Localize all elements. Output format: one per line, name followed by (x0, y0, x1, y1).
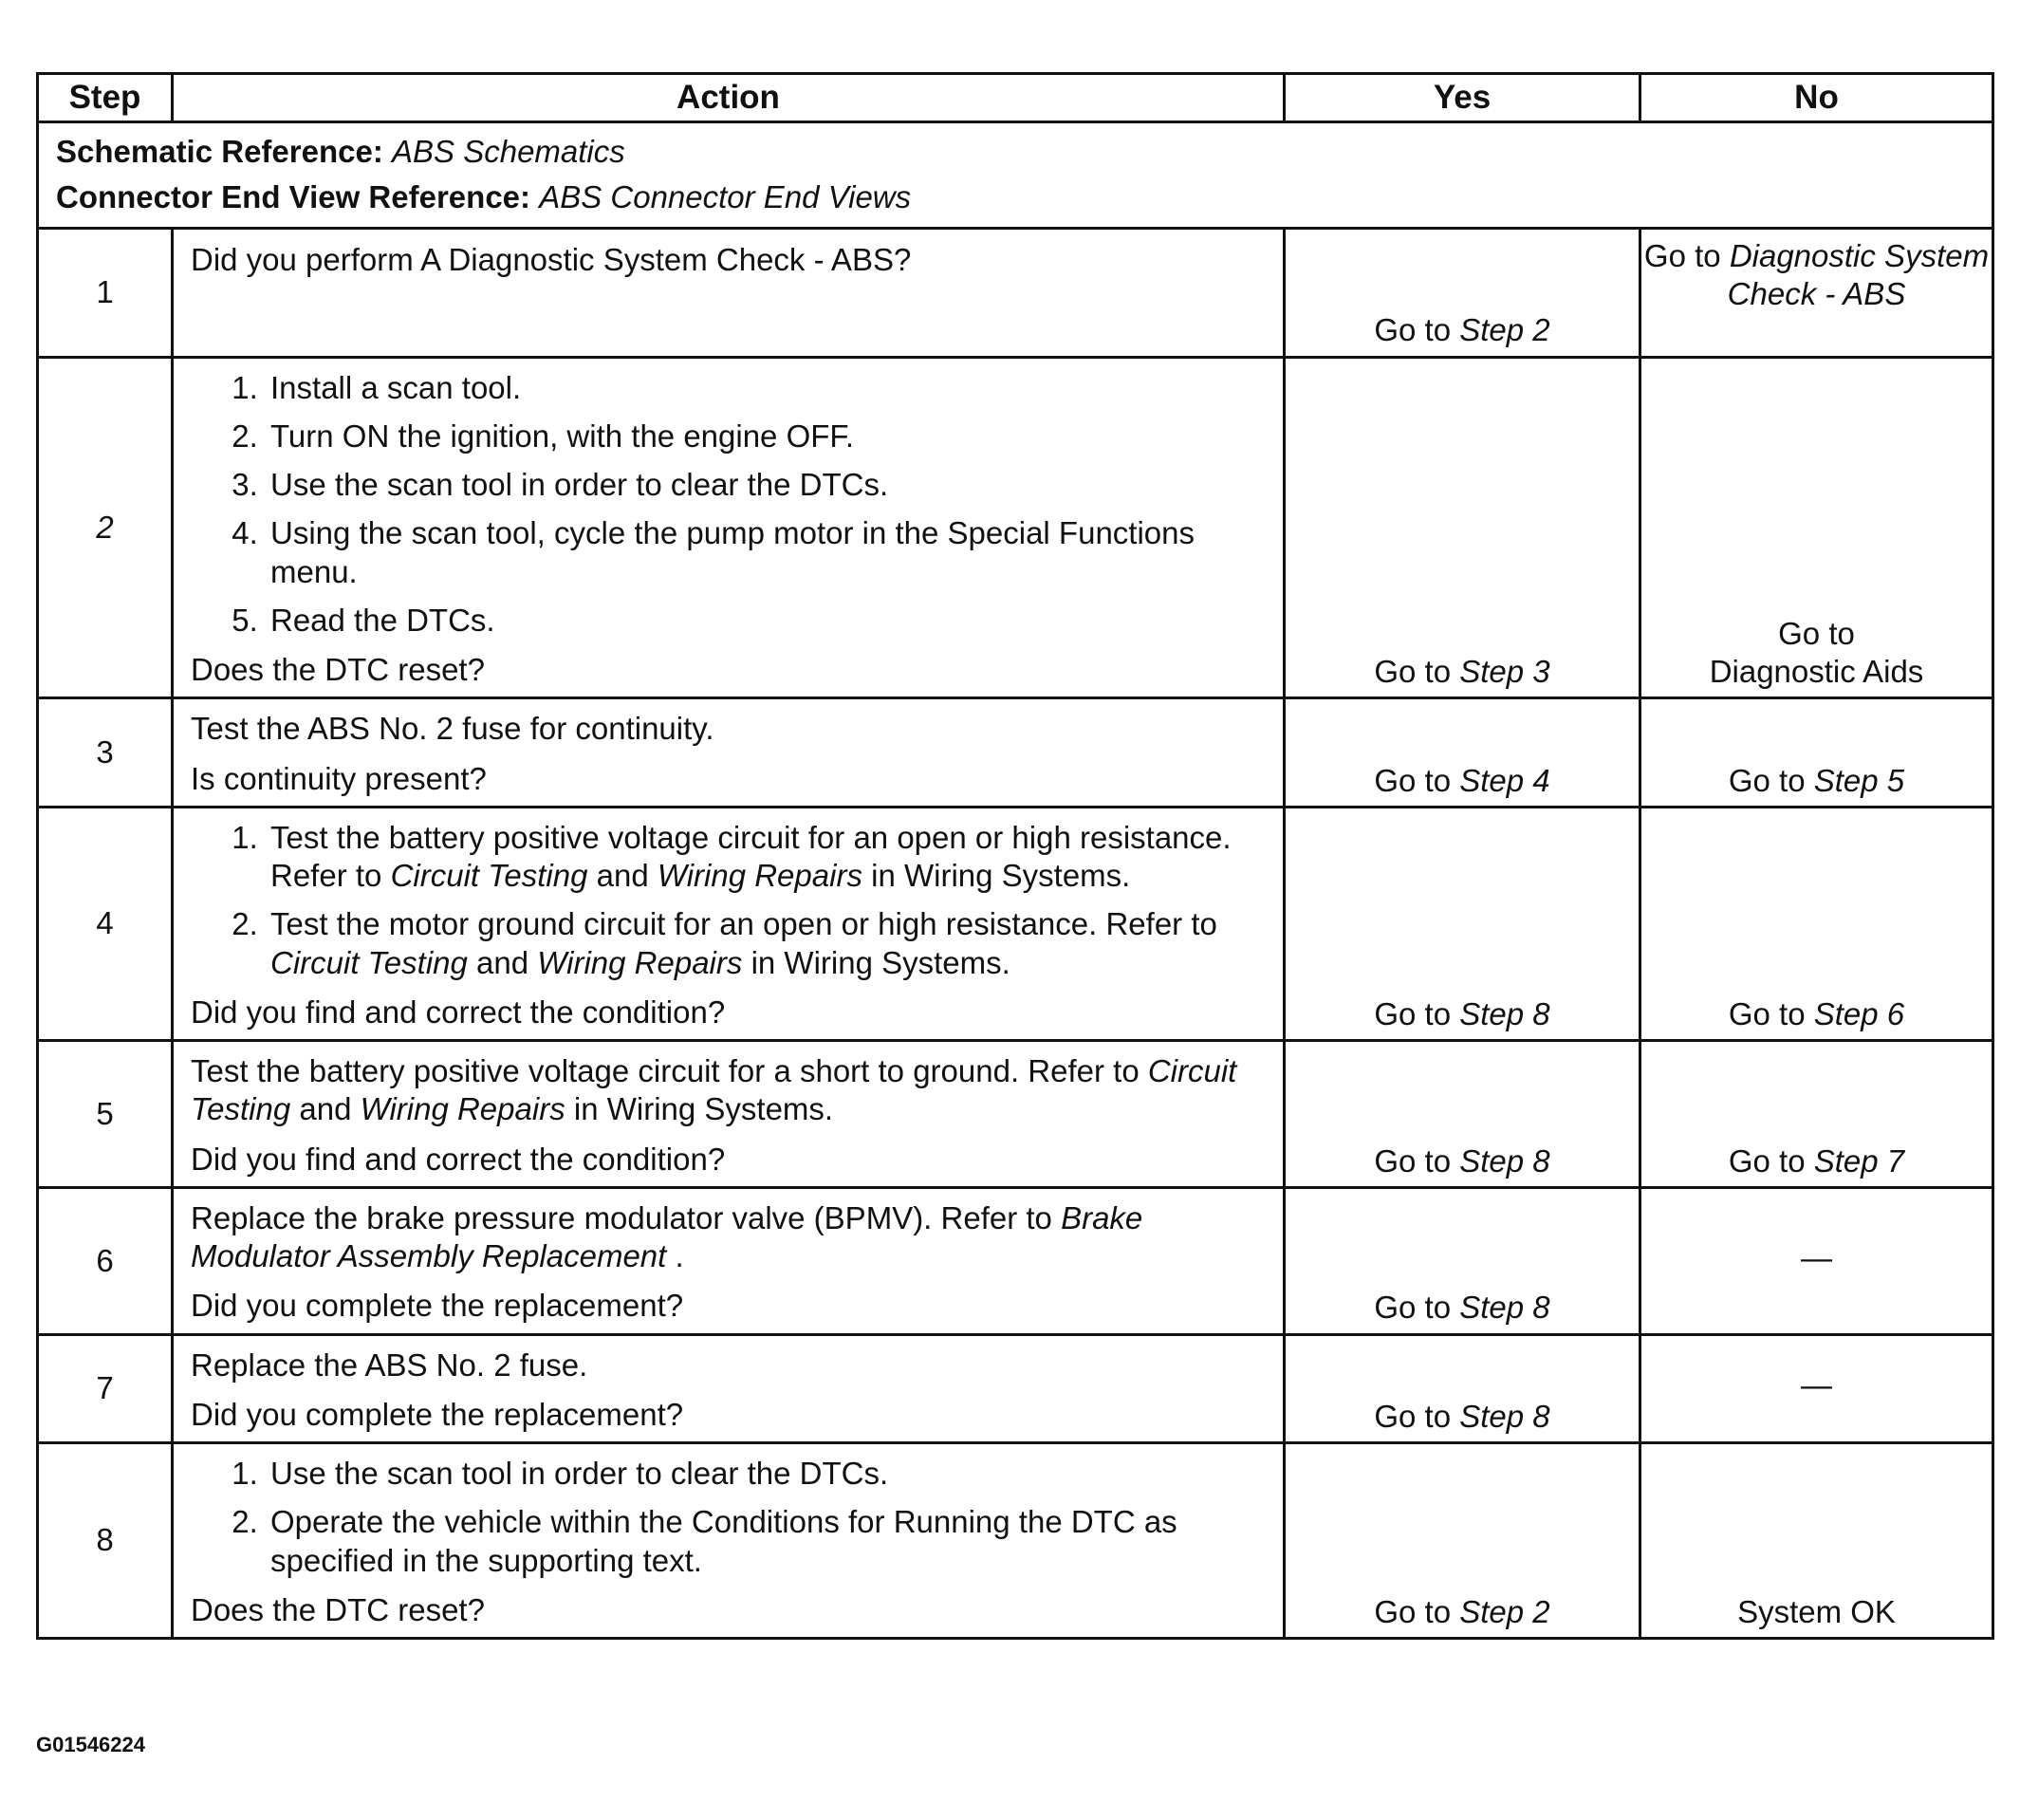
header-no: No (1640, 74, 1993, 122)
table-row-step-8 (38, 1443, 1993, 1639)
instruction-list (191, 366, 1266, 648)
no-cell: Go to Diagnostic Aids (1640, 357, 1993, 698)
connector-reference (56, 175, 1974, 220)
action-cell (173, 698, 1285, 808)
instruction-list (191, 816, 1266, 990)
question-text: Does the DTC reset? (191, 1591, 485, 1627)
yes-step-link[interactable]: Step 3 (1459, 654, 1550, 689)
no-cell: — (1640, 1187, 1993, 1334)
circuit-testing-link[interactable]: Circuit Testing (270, 944, 468, 980)
schematic-reference (56, 129, 1974, 175)
list-item: 1. Install a scan tool. (267, 366, 1266, 415)
circuit-testing-link[interactable]: Circuit Testing (191, 1053, 1237, 1127)
yes-cell: Go to Step 4 (1285, 698, 1640, 808)
action-cell (173, 1187, 1285, 1334)
no-step-link[interactable]: Step 6 (1813, 995, 1905, 1031)
yes-cell: Go to Step 3 (1285, 357, 1640, 698)
list-item: 3. Use the scan tool in order to clear the DTCs. (267, 463, 1266, 511)
reference-row (38, 122, 1993, 229)
header-yes: Yes (1285, 74, 1640, 122)
connector-reference-label: Connector End View Reference: (56, 179, 531, 215)
step-number: 1 (38, 228, 173, 357)
question-text: Does the DTC reset? (191, 652, 485, 687)
header-step: Step (38, 74, 173, 122)
no-cell: Go to Step 7 (1640, 1041, 1993, 1188)
yes-step-link[interactable]: Step 4 (1459, 762, 1550, 798)
wiring-repairs-link[interactable]: Wiring Repairs (360, 1091, 565, 1127)
step-number: 8 (38, 1443, 173, 1639)
question-text: Did you find and correct the condition? (191, 994, 726, 1030)
table-row-step-5 (38, 1041, 1993, 1188)
no-cell: Go to Step 5 (1640, 698, 1993, 808)
yes-cell: Go to Step 2 (1285, 228, 1640, 357)
yes-step-link[interactable]: Step 8 (1459, 1398, 1550, 1434)
no-cell: Go to Step 6 (1640, 807, 1993, 1040)
question-text: Did you complete the replacement? (191, 1396, 684, 1432)
list-item: 2. Operate the vehicle within the Conditions for Running the DTC as specified in the supporting text. (267, 1500, 1266, 1588)
table-row-step-3 (38, 698, 1993, 808)
yes-cell: Go to Step 2 (1285, 1443, 1640, 1639)
yes-step-link[interactable]: Step 8 (1459, 995, 1550, 1031)
header-row (38, 74, 1993, 122)
question-text: Did you find and correct the condition? (191, 1141, 726, 1177)
step-number: 6 (38, 1187, 173, 1334)
yes-step-link[interactable]: Step 2 (1459, 312, 1550, 348)
circuit-testing-link[interactable]: Circuit Testing (390, 858, 588, 893)
connector-reference-link[interactable]: ABS Connector End Views (539, 179, 912, 215)
no-step-link[interactable]: Diagnostic System Check - ABS (1727, 237, 1990, 311)
schematic-reference-link[interactable]: ABS Schematics (392, 134, 625, 169)
action-cell (173, 1041, 1285, 1188)
yes-step-link[interactable]: Step 8 (1459, 1142, 1550, 1179)
step-number: 7 (38, 1334, 173, 1443)
action-cell (173, 228, 1285, 357)
step-number: 4 (38, 807, 173, 1040)
table-row-step-6 (38, 1187, 1993, 1334)
instruction-list (191, 1452, 1266, 1588)
no-result-text: System OK (1737, 1593, 1896, 1629)
no-step-link[interactable]: Diagnostic Aids (1709, 654, 1924, 689)
question-text: Did you complete the replacement? (191, 1288, 684, 1324)
header-action: Action (173, 74, 1285, 122)
no-cell: — (1640, 1334, 1993, 1443)
question-text: Is continuity present? (191, 760, 487, 796)
no-cell (1640, 1443, 1993, 1639)
table-row-step-7 (38, 1334, 1993, 1443)
action-cell (173, 1334, 1285, 1443)
schematic-reference-label: Schematic Reference: (56, 134, 383, 169)
action-cell (173, 1443, 1285, 1639)
step-number: 2 (38, 357, 173, 698)
action-cell (173, 357, 1285, 698)
table-row-step-4 (38, 807, 1993, 1040)
action-text: Replace the brake pressure modulator valve (BPMV). Refer to Brake Modulator Assembly Replacement . (191, 1199, 1143, 1273)
yes-step-link[interactable]: Step 8 (1459, 1290, 1550, 1326)
table-row-step-1 (38, 228, 1993, 357)
yes-cell: Go to Step 8 (1285, 1187, 1640, 1334)
wiring-repairs-link[interactable]: Wiring Repairs (537, 944, 743, 980)
reference-cell (38, 122, 1993, 229)
figure-id: G01546224 (36, 1733, 145, 1756)
list-item: 5. Read the DTCs. (267, 599, 1266, 647)
yes-step-link[interactable]: Step 2 (1459, 1593, 1550, 1629)
no-cell: Go to Diagnostic System Check - ABS (1640, 228, 1993, 357)
no-step-link[interactable]: Step 5 (1813, 762, 1905, 798)
step-number: 5 (38, 1041, 173, 1188)
action-text: Replace the ABS No. 2 fuse. (191, 1346, 588, 1383)
diagnostic-table (36, 72, 1994, 1640)
list-item: 4. Using the scan tool, cycle the pump motor in the Special Functions menu. (267, 511, 1266, 599)
step-number: 3 (38, 698, 173, 808)
wiring-repairs-link[interactable]: Wiring Repairs (657, 858, 862, 893)
action-text: Test the battery positive voltage circuit for a short to ground. Refer to Circuit Testing and Wiring Repairs in Wiring Systems. (191, 1053, 1237, 1127)
table-row-step-2 (38, 357, 1993, 698)
list-item: 1. Test the battery positive voltage circuit for an open or high resistance. Refer to Circuit Testing and Wiring Repairs in Wiring Systems. (267, 816, 1266, 903)
list-item: 2. Test the motor ground circuit for an open or high resistance. Refer to Circuit Testing and Wiring Repairs in Wiring Systems. (267, 902, 1266, 990)
bpmv-replacement-link[interactable]: Brake Modulator Assembly Replacement (191, 1199, 1143, 1273)
yes-cell: Go to Step 8 (1285, 1041, 1640, 1188)
list-item: 2. Turn ON the ignition, with the engine OFF. (267, 415, 1266, 463)
list-item: 1. Use the scan tool in order to clear the DTCs. (267, 1452, 1266, 1500)
action-text: Test the ABS No. 2 fuse for continuity. (191, 711, 714, 747)
action-cell (173, 807, 1285, 1040)
yes-cell: Go to Step 8 (1285, 807, 1640, 1040)
question-text: Did you perform A Diagnostic System Check - ABS? (191, 241, 912, 277)
yes-cell: Go to Step 8 (1285, 1334, 1640, 1443)
no-step-link[interactable]: Step 7 (1813, 1142, 1905, 1179)
